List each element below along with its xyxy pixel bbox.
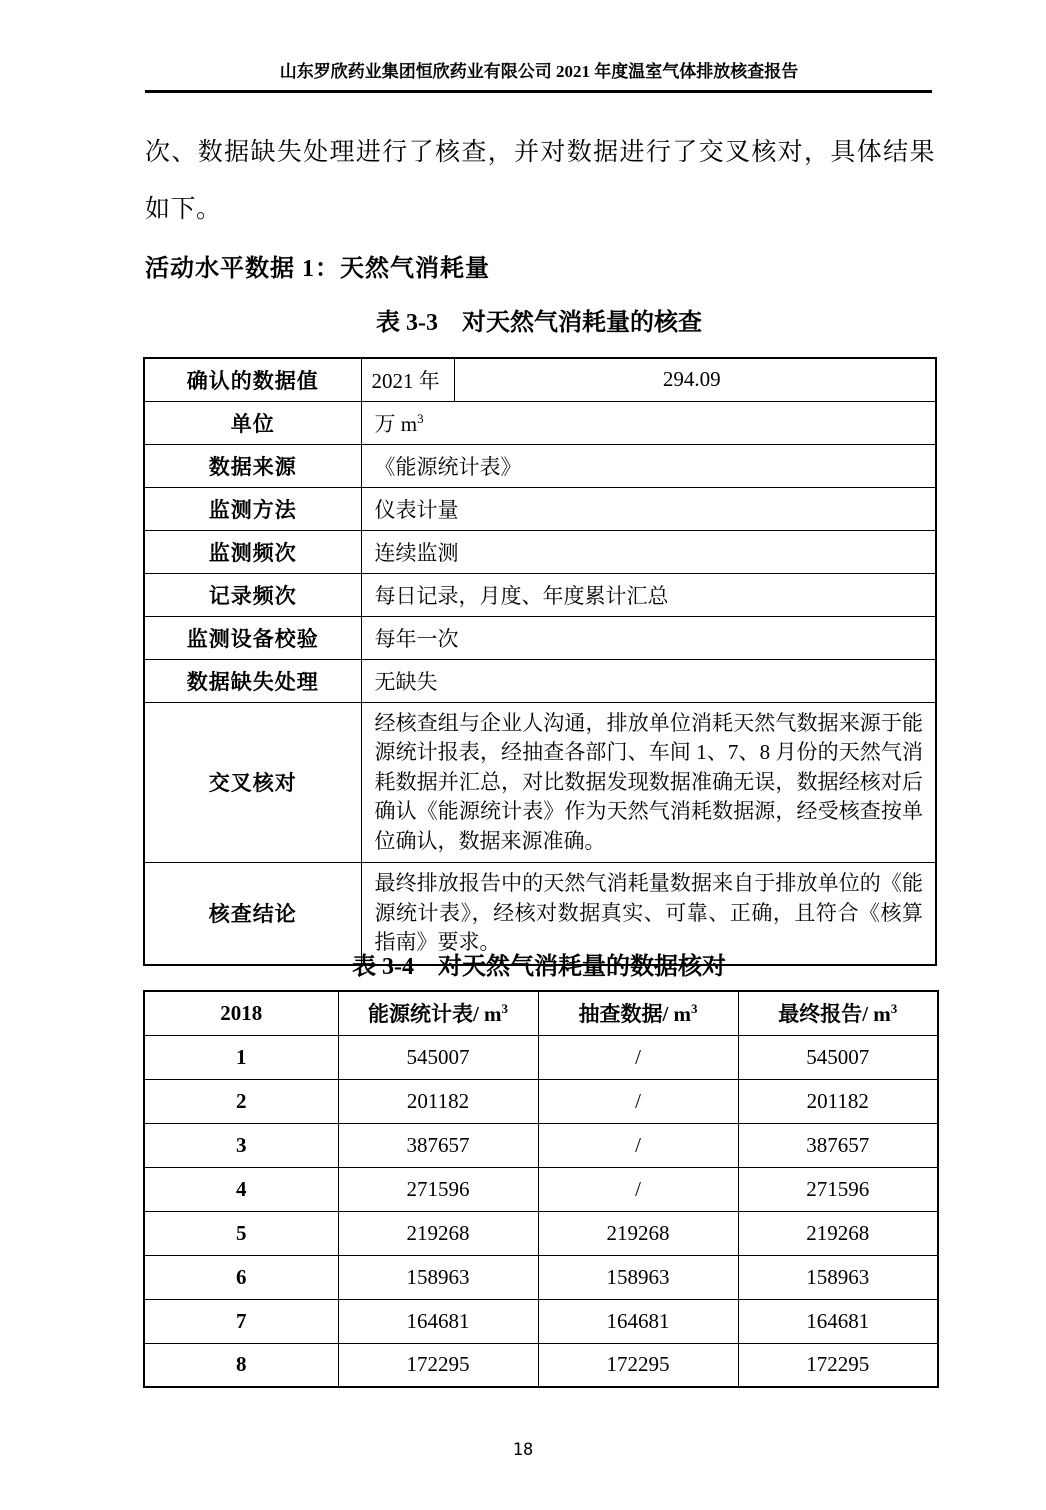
month-cell: 5 [144, 1211, 338, 1255]
table-row [144, 487, 936, 530]
table-row [144, 1035, 938, 1079]
table-row [144, 702, 936, 863]
data-cell: 271596 [338, 1167, 538, 1211]
header-rule [145, 90, 932, 93]
value-cell: 《能源统计表》 [361, 444, 936, 487]
page-header-title: 山东罗欣药业集团恒欣药业有限公司 2021 年度温室气体排放核查报告 [279, 62, 799, 81]
month-cell: 8 [144, 1343, 338, 1387]
month-cell: 6 [144, 1255, 338, 1299]
data-cell: 219268 [538, 1211, 738, 1255]
row-label: 监测频次 [144, 530, 361, 573]
value-cell: 每日记录，月度、年度累计汇总 [361, 573, 936, 616]
value-cell: 294.09 [454, 358, 936, 401]
month-cell: 3 [144, 1123, 338, 1167]
data-cell: 545007 [338, 1035, 538, 1079]
table-row [144, 1211, 938, 1255]
data-cell: / [538, 1079, 738, 1123]
table-row [144, 1255, 938, 1299]
column-header [738, 991, 938, 1035]
data-cell: 164681 [338, 1299, 538, 1343]
table-row [144, 444, 936, 487]
table-3-4-title: 表 3-4 对天然气消耗量的数据核对 [352, 954, 726, 980]
table-row [144, 401, 936, 444]
table-3-3 [143, 357, 937, 966]
table-row [144, 573, 936, 616]
intro-paragraph-line-2: 如下。 [145, 196, 222, 223]
column-header-text: 2018 [220, 1000, 263, 1025]
table-row [144, 659, 936, 702]
data-cell: 219268 [738, 1211, 938, 1255]
row-label: 记录频次 [144, 573, 361, 616]
value-cell: 每年一次 [361, 616, 936, 659]
data-cell: 158963 [538, 1255, 738, 1299]
value-cell: 经核查组与企业人沟通，排放单位消耗天然气数据来源于能源统计报表，经抽查各部门、车间 1、7、8 月份的天然气消耗数据并汇总，对比数据发现数据准确无误，数据经核对后确认《能源统计表》作为天然气消耗数据源，经受核查按单位确认，数据来源准确。 [361, 702, 936, 863]
month-cell: 2 [144, 1079, 338, 1123]
table-row [144, 1299, 938, 1343]
column-header [144, 991, 338, 1035]
value-cell [361, 401, 936, 444]
data-cell: 271596 [738, 1167, 938, 1211]
data-cell: / [538, 1167, 738, 1211]
value-cell: 连续监测 [361, 530, 936, 573]
data-cell: 172295 [538, 1343, 738, 1387]
table-row [144, 1123, 938, 1167]
table-row [144, 1167, 938, 1211]
month-cell: 1 [144, 1035, 338, 1079]
row-label: 数据来源 [144, 444, 361, 487]
column-header-text: 抽查数据/ m [578, 1002, 692, 1027]
row-label: 单位 [144, 401, 361, 444]
value-cell: 最终排放报告中的天然气消耗量数据来自于排放单位的《能源统计表》，经核对数据真实、可靠、正确，且符合《核算指南》要求。 [361, 863, 936, 965]
column-header-superscript: 3 [501, 1001, 509, 1017]
column-header-text: 最终报告/ m [778, 1002, 891, 1027]
section-heading: 活动水平数据 1：天然气消耗量 [145, 256, 490, 282]
row-label: 核查结论 [144, 863, 361, 965]
data-cell: 172295 [338, 1343, 538, 1387]
data-cell: 201182 [338, 1079, 538, 1123]
data-cell: 387657 [338, 1123, 538, 1167]
month-cell: 4 [144, 1167, 338, 1211]
data-cell: 545007 [738, 1035, 938, 1079]
data-cell: 219268 [338, 1211, 538, 1255]
data-cell: 164681 [538, 1299, 738, 1343]
data-cell: / [538, 1035, 738, 1079]
column-header-text: 能源统计表/ m [367, 1002, 502, 1027]
intro-paragraph-line-1: 次、数据缺失处理进行了核查，并对数据进行了交叉核对，具体结果 [145, 139, 935, 166]
row-label: 监测设备校验 [144, 616, 361, 659]
column-header-superscript: 3 [691, 1001, 698, 1017]
month-cell: 7 [144, 1299, 338, 1343]
year-cell: 2021 年 [361, 358, 454, 401]
data-cell: 172295 [738, 1343, 938, 1387]
column-header [338, 991, 538, 1035]
table-3-4 [143, 990, 939, 1388]
table-row [144, 1343, 938, 1387]
table-row [144, 616, 936, 659]
table-row [144, 358, 936, 401]
table-header-row [144, 991, 938, 1035]
data-cell: 387657 [738, 1123, 938, 1167]
data-cell: 164681 [738, 1299, 938, 1343]
data-cell: 158963 [738, 1255, 938, 1299]
value-cell: 无缺失 [361, 659, 936, 702]
row-label: 确认的数据值 [144, 358, 361, 401]
unit-text: 万 m [374, 411, 418, 436]
unit-superscript: 3 [417, 410, 424, 426]
row-label: 监测方法 [144, 487, 361, 530]
data-cell: 158963 [338, 1255, 538, 1299]
data-cell: / [538, 1123, 738, 1167]
row-label: 数据缺失处理 [144, 659, 361, 702]
table-3-3-title: 表 3-3 对天然气消耗量的核查 [376, 310, 702, 336]
page-number: 18 [512, 1440, 534, 1460]
column-header-superscript: 3 [890, 1001, 898, 1017]
column-header [538, 991, 738, 1035]
row-label: 交叉核对 [144, 702, 361, 863]
value-cell: 仪表计量 [361, 487, 936, 530]
table-row [144, 1079, 938, 1123]
data-cell: 201182 [738, 1079, 938, 1123]
table-row [144, 530, 936, 573]
